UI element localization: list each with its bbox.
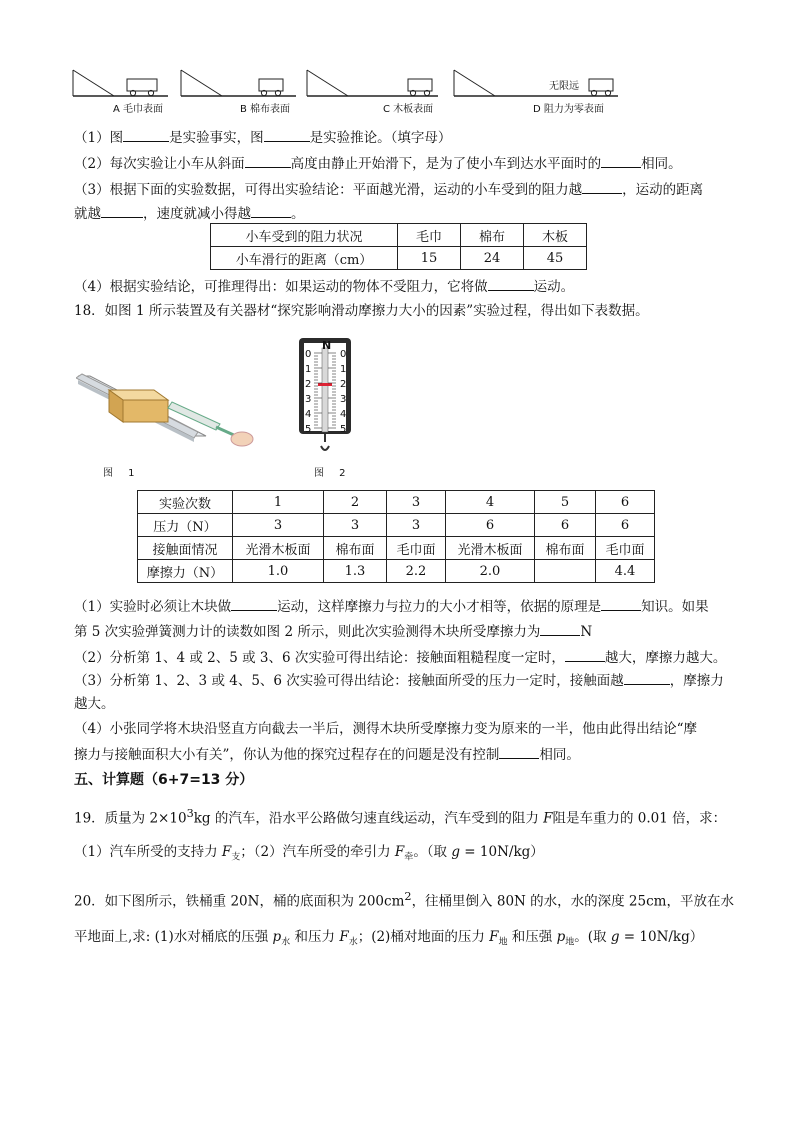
table-cell: 5 xyxy=(535,491,596,514)
q20-line2: 平地面上,求: (1)水对桶底的压强 $p_水$ 和压力 $F_水$；(2)桶对地面的压力 $F_地$ 和压强 $p_地$。(取 g = 10N/kg） xyxy=(74,929,704,948)
blank[interactable] xyxy=(101,203,143,218)
blank[interactable] xyxy=(540,621,580,636)
table-cell: 毛巾面 xyxy=(596,537,655,560)
table-cell: 6 xyxy=(596,491,655,514)
scale-tick-1-right: 1 xyxy=(340,364,347,375)
ramp-a xyxy=(73,70,168,96)
table-row xyxy=(211,247,587,270)
blank[interactable] xyxy=(264,127,310,142)
q17-part2: （2）每次实验让小车从斜面 高度由静止开始滑下，是为了使小车到达水平面时的 相同。 xyxy=(74,153,682,173)
blank[interactable] xyxy=(601,153,641,168)
q17-table xyxy=(210,223,587,270)
q18-part3-cont: 越大。 xyxy=(74,696,115,712)
section-5-title: 五、计算题（6+7=13 分） xyxy=(74,772,254,788)
ramp-c-caption: C 木板表面 xyxy=(383,104,434,115)
blank[interactable] xyxy=(251,203,291,218)
scale-tick-4-right: 4 xyxy=(340,409,347,420)
table-cell: 实验次数 xyxy=(138,491,233,514)
figure-1-apparatus xyxy=(76,366,262,452)
blank[interactable] xyxy=(601,596,641,611)
table-cell: 棉布面 xyxy=(324,537,387,560)
scale-tick-5: 5 xyxy=(305,424,312,435)
ramp-d-infinite-label: 无限远 xyxy=(549,81,579,92)
scale-tick-2-right: 2 xyxy=(340,379,347,390)
scale-tick-3: 3 xyxy=(305,394,312,405)
ramp-d xyxy=(454,70,618,96)
table-cell: 光滑木板面 xyxy=(233,537,324,560)
q17-part1: （1）图 是实验事实，图 是实验推论。（填字母） xyxy=(74,127,451,147)
table-row xyxy=(138,537,655,560)
table-cell: 24 xyxy=(461,247,524,270)
scale-tick-0-right: 0 xyxy=(340,349,347,360)
table-row xyxy=(211,224,587,247)
q18-part2: （2）分析第 1、4 或 2、5 或 3、6 次实验可得出结论：接触面粗糙程度一定时， 越大，摩擦力越大。 xyxy=(74,647,726,667)
q17-part4: （4）根据实验结论，可推理得出：如果运动的物体不受阻力，它将做 运动。 xyxy=(74,276,574,296)
table-row xyxy=(138,560,655,583)
table-cell: 毛巾 xyxy=(398,224,461,247)
table-cell: 毛巾面 xyxy=(387,537,446,560)
table-cell: 6 xyxy=(535,514,596,537)
q18-part1: （1）实验时必须让木块做 运动，这样摩擦力与拉力的大小才相等，依据的原理是 知识。如果 xyxy=(74,596,709,616)
q18-part3: （3）分析第 1、2、3 或 4、5、6 次实验可得出结论：接触面所受的压力一定时，接触面越 ，摩擦力 xyxy=(74,670,724,690)
blank[interactable] xyxy=(123,127,169,142)
ramp-b-caption: B 棉布表面 xyxy=(240,104,291,115)
q18-part4: （4）小张同学将木块沿竖直方向截去一半后，测得木块所受摩擦力变为原来的一半，他由此得出结论“摩 xyxy=(74,721,697,737)
table-cell: 3 xyxy=(387,514,446,537)
q18-intro: 18．如图 1 所示装置及有关器材“探究影响滑动摩擦力大小的因素”实验过程，得出如下表数据。 xyxy=(74,303,649,319)
scale-tick-1: 1 xyxy=(305,364,312,375)
q17-part3: （3）根据下面的实验数据，可得出实验结论：平面越光滑，运动的小车受到的阻力越 ，运动的距离 xyxy=(74,179,703,199)
scale-tick-5-right: 5 xyxy=(340,424,347,435)
table-cell: 2.2 xyxy=(387,560,446,583)
table-cell: 小车受到的阻力状况 xyxy=(211,224,398,247)
q18-part4-cont: 擦力与接触面积大小有关”，你认为他的探究过程存在的问题是没有控制 相同。 xyxy=(74,744,580,764)
blank[interactable] xyxy=(582,179,622,194)
ramp-b xyxy=(181,70,296,96)
table-cell: 1.0 xyxy=(233,560,324,583)
blank[interactable] xyxy=(245,153,291,168)
table-cell: 光滑木板面 xyxy=(446,537,535,560)
table-cell[interactable] xyxy=(535,560,596,583)
table-cell: 15 xyxy=(398,247,461,270)
table-cell: 小车滑行的距离（cm） xyxy=(211,247,398,270)
q17-part3-cont: 就越 ，速度就减小得越 。 xyxy=(74,203,305,223)
table-cell: 接触面情况 xyxy=(138,537,233,560)
scale-tick-3-right: 3 xyxy=(340,394,347,405)
blank[interactable] xyxy=(488,276,534,291)
table-cell: 3 xyxy=(233,514,324,537)
scale-tick-2: 2 xyxy=(305,379,312,390)
scale-tick-4: 4 xyxy=(305,409,312,420)
scale-unit-label: N xyxy=(322,339,332,352)
q19-line1: 19．质量为 $2\times 10^3kg$ 的汽车，沿水平公路做匀速直线运动，汽车受到的阻力 F阻是车重力的 0.01 倍，求： xyxy=(74,807,727,827)
q19-line2: （1）汽车所受的支持力 $F_支$；（2）汽车所受的牵引力 $F_牵$。（取 g = 10N/kg） xyxy=(74,844,544,863)
table-cell: 3 xyxy=(387,491,446,514)
table-cell: 45 xyxy=(524,247,587,270)
figure-1-caption: 图 1 xyxy=(103,468,141,479)
q20-line1: 20．如下图所示，铁桶重 20N，桶的底面积为 $200cm^2$，往桶里倒入 80N 的水，水的深度 25cm，平放在水 xyxy=(74,890,734,910)
blank[interactable] xyxy=(231,596,277,611)
q18-part1-cont: 第 5 次实验弹簧测力计的读数如图 2 所示，则此次实验测得木块所受摩擦力为 N xyxy=(74,621,592,641)
ramp-a-caption: A 毛巾表面 xyxy=(113,104,164,115)
table-cell: 2 xyxy=(324,491,387,514)
table-cell: 4.4 xyxy=(596,560,655,583)
table-cell: 1.3 xyxy=(324,560,387,583)
table-cell: 压力（N） xyxy=(138,514,233,537)
table-cell: 1 xyxy=(233,491,324,514)
table-cell: 6 xyxy=(596,514,655,537)
blank[interactable] xyxy=(624,670,670,685)
blank[interactable] xyxy=(499,744,539,759)
ramp-figure xyxy=(70,68,630,102)
blank[interactable] xyxy=(565,647,605,662)
scale-tick-0: 0 xyxy=(305,349,312,360)
table-cell: 棉布 xyxy=(461,224,524,247)
table-row xyxy=(138,491,655,514)
table-cell: 棉布面 xyxy=(535,537,596,560)
ramp-d-caption: D 阻力为零表面 xyxy=(533,104,604,115)
table-cell: 摩擦力（N） xyxy=(138,560,233,583)
table-cell: 6 xyxy=(446,514,535,537)
table-cell: 4 xyxy=(446,491,535,514)
ramp-c xyxy=(307,70,438,96)
table-cell: 木板 xyxy=(524,224,587,247)
figure-2-caption: 图 2 xyxy=(314,468,352,479)
table-cell: 2.0 xyxy=(446,560,535,583)
table-row xyxy=(138,514,655,537)
q18-table xyxy=(137,490,655,583)
table-cell: 3 xyxy=(324,514,387,537)
